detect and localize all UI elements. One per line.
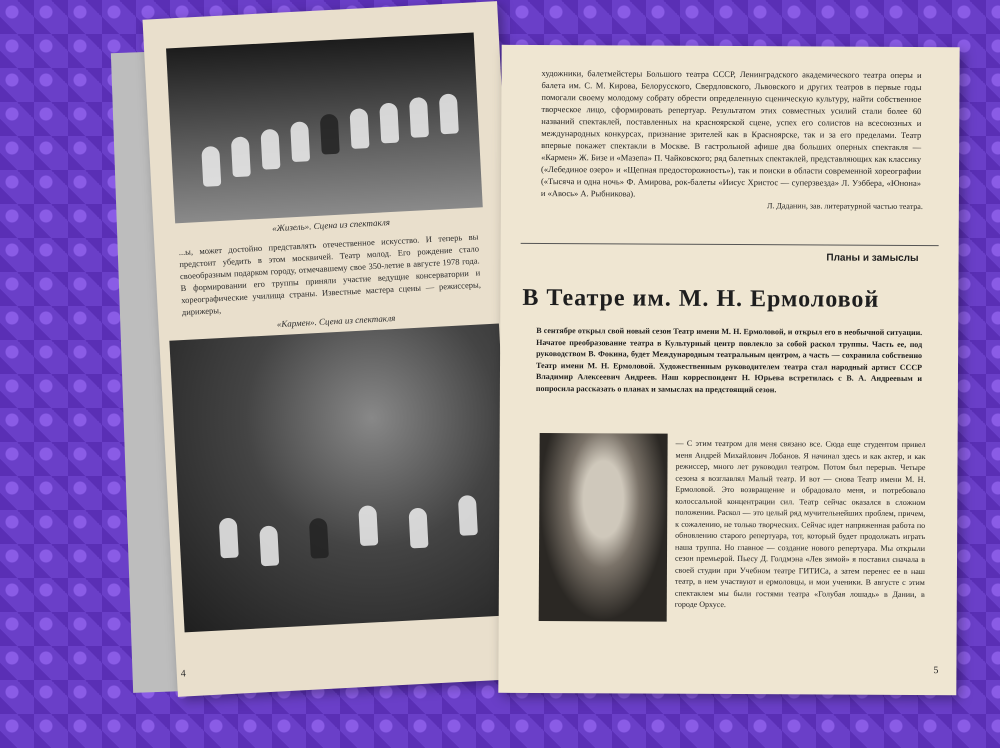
photo-caption-carmen: «Кармен». Сцена из спектакля [276,312,396,330]
right-top-text: художники, балетмейстеры Большого театра СССР, Ленинградского академического театра оперы и балета им. С. М. Кирова, Белорусского, Свердловского, Львовского и других театров в первые годы помогали своему молодому собрату обрести определенную сценическую культуру, найти собственное творческое лицо, сформировать репертуар. Результатом этих совместных усилий стали более 60 названий спектаклей, поставленных на красноярской сцене, успех его солистов на всесоюзных и международных конкурсах, признание зрителей как в Красноярске, так и за его пределами. Театр впервые покажет спектакли в Москве. В гастрольной афише два больших оперных спектакля — «Кармен» Ж. Бизе и «Мазепа» П. Чайковского; ряд балетных спектаклей, представляющих как классику («Лебединое озеро» и «Щепная предосторожность»), так и поиски в области современной хореографии («Тысяча и одна ночь» Ф. Амирова, рок-балеты «Иисус Христос — суперзвезда» Л. Уэббера, «Юнона» и «Авось» А. Рыбникова). [540,68,922,199]
carmen-photo [169,324,514,633]
section-divider [521,243,939,246]
section-heading: Планы и замыслы [826,252,919,264]
left-body-text: ...ы, может достойно представлять отечественное искусство. И теперь вы предстоит убедить в этом москвичей. Театр молод. Его рождение стало своеобразным подарком городу, отмечавшему свое 350-летие в августе 1978 года. В формировании его труппы приняли участие ведущие консерватории и хореографические училища страны. Известные мастера сцены — режиссеры, дирижеры, [178,231,482,318]
giselle-photo [166,32,483,223]
page-number-right: 5 [933,665,939,677]
article-signature: Л. Даданин, зав. литературной частью театра. [766,201,923,212]
right-page [498,45,959,695]
photo-caption-giselle: «Жизель». Сцена из спектакля [271,217,391,234]
page-number-left: 4 [180,668,187,680]
article-headline: В Театре им. М. Н. Ермоловой [522,284,880,313]
article-lead: В сентябре открыл свой новый сезон Театр имени М. Н. Ермоловой, и открыл его в необычной ситуации. Начатое преобразование театра в Культурный центр повлекло за собой раскол труппы. Часть ее, под руководством В. Фокина, будет Международным театральным центром, а часть — сохранила собственно Театр имени М. Н. Ермоловой. Художественным руководителем театра стал народный артист СССР Владимир Алексеевич Андреев. Наш корреспондент Н. Юрьева встретилась с В. А. Андреевым и попросила рассказать о планах и замыслах на предстоящий сезон. [535,325,923,394]
portrait-photo [539,433,668,622]
interview-text: — С этим театром для меня связано все. Сюда еще студентом привел меня Андрей Михайлович Лобанов. Я начинал здесь и как актер, и как режиссер, много лет руководил театром. Потом был перерыв. Четыре сезона я возглавлял Малый театр. И вот — снова Театр имени М. Н. Ермоловой. Это возвращение и обрадовало меня, и потребовало колоссальной концентрации сил. Театр сейчас оказался в сложном положении. Раскол — это целый ряд мучительнейших проблем, причем, к сожалению, не только творческих. Сейчас идет напряженная работа по обновлению старого репертуара, тот, который будет продолжать играть наша труппа. Но главное — создание нового репертуара. Мы открыли сезон премьерой. Пьесу Д. Голдмэна «Лев зимой» я поставил сначала в своей студии при Учебном театре ГИТИСа, а затем перенес ее в наш театр, в нем участвуют и ермоловцы, и мои ученики. В августе с этим спектаклем мы были гостями театра «Голубая лошадь» в Дании, в городе Орхусе. [674,438,926,609]
left-page [143,1,533,697]
